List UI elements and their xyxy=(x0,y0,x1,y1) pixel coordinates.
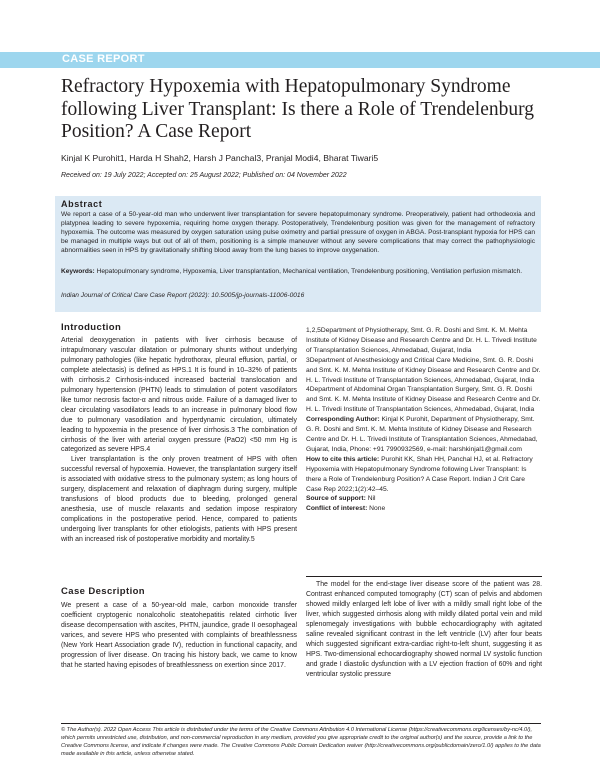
case-report-banner xyxy=(0,52,600,68)
cite-text: Purohit KK, Shah HH, Panchal HJ, et al. Refractory Hypoxemia with Hepatopulmonary Syndrome following Liver Transplant: Is there a Role of Trendelenburg Position? A Case Report. Indian J Crit Care Case Rep 2022;1(2):42–45. xyxy=(306,455,533,493)
affiliation-3: 3Department of Anesthesiology and Critical Care Medicine, Smt. G. R. Doshi and Smt. K. M. Mehta Institute of Kidney Disease and Research Centre and Dr. H. L. Trivedi Institute of Transplantation Sciences, Ahmedabad, Gujarat, India xyxy=(306,356,541,384)
corresponding-text: Kinjal K Purohit, Department of Physiotherapy, Smt. G. R. Doshi and Smt. K. M. Mehta Institute of Kidney Disease and Research Centre and Dr. H. L. Trivedi Institute of Transplantation Sciences, Ahmedabad, Gujarat, India, Phone: +91 7990932569, e-mail: harshkinjal1@gmail.com xyxy=(306,416,538,453)
conflict-text: None xyxy=(369,505,386,513)
received-label: Received on: xyxy=(61,172,102,179)
footer-rule xyxy=(61,723,541,724)
cite-label: How to cite this article: xyxy=(306,455,380,463)
introduction-paragraph-1: Arterial deoxygenation in patients with liver cirrhosis because of intrapulmonary vascular dilatation or pulmonary shunts without underlying pulmonary pathologies (like hepatic hydrothorax, pleural effusion, partial, or complete atelectasis) is defined as HPS.1 It is found in 10–32% of patients with cirrhosis.2 Cirrhosis-induced increased bacterial translocation and pulmonary hypertension (PHTN) leads to stimulation of potent vasodilators like tumor necrosis factor-α and nitrous oxide. Failure of a damaged liver to clear circulating vasodilators leads to an increase in pulmonary blood flow due to pulmonary vasodilation and hyperdynamic circulation, ultimately leading to hypoxemia in the presence of liver cirrhosis.3 The combination of cirrhosis of the liver with arterial oxygen pressure (PaO2) <50 mm Hg is categorized as severe HPS.4 xyxy=(61,337,297,454)
case-description-paragraph-1: We present a case of a 50-year-old male, carbon monoxide transfer coefficient cryptogenic nonalcoholic steatohepatitis related cirrhotic liver disease decompensation with ascites, PHTN, jaundice, grade II oesophageal varices, and severe HPS who presented with complaints of breathlessness (New York Heart Association grade IV), reduction in functional capacity, and progression of liver disease. On tracing his history back, we came to know that he started having episodes of breathlessness on exertion since 2017. xyxy=(61,602,297,669)
author-list: Kinjal K Purohit1, Harda H Shah2, Harsh J Panchal3, Pranjal Modi4, Bharat Tiwari5 xyxy=(61,153,379,163)
support-text: Nil xyxy=(367,495,376,503)
conflict-of-interest xyxy=(306,504,542,514)
journal-citation: Indian Journal of Critical Care Case Report (2022): 10.5005/jp-journals-11006-0016 xyxy=(61,292,305,299)
keywords xyxy=(61,268,535,277)
article-title: Refractory Hypoxemia with Hepatopulmonary Syndrome following Liver Transplant: Is there a Role of Trendelenburg Position? A Case Report xyxy=(61,76,534,142)
keywords-label: Keywords: xyxy=(61,268,95,275)
keywords-text: Hepatopulmonary syndrome, Hypoxemia, Liver transplantation, Mechanical ventilation, Trendelenburg positioning, Ventilation perfusion mismatch. xyxy=(96,268,523,275)
introduction-paragraph-2: Liver transplantation is the only proven treatment of HPS with often successful reversal of hypoxemia. However, the transplantation surgery itself is associated with oxidative stress to the pulmonary system; as long hours of surgery, displacement and relaxation of diaphragm during surgery, multiple transfusions of blood products due to bleeding, prolonged general anesthesia, use of muscle relaxants and sedation impose respiratory complications in the postoperative period. Hence, compared to patients undergoing liver transplants for other etiologists, patients with HPS present with an increased risk of postoperative morbidity and mortality.5 xyxy=(61,456,297,544)
conflict-label: Conflict of interest: xyxy=(306,505,368,513)
license-footer: © The Author(s). 2022 Open Access This article is distributed under the terms of the Creative Commons Attribution 4.0 International License (https://creativecommons.org/licenses/by-nc/4.0/), which permits unrestricted use, distribution, and non-commercial reproduction in any medium, provided you give appropriate credit to the original author(s) and the source, provide a link to the Creative Commons license, and indicate if changes were made. The Creative Commons Public Domain Dedication waiver (http://creativecommons.org/publicdomain/zero/1.0/) applies to the data made available in this article, unless otherwise stated. xyxy=(61,727,541,757)
affiliation-1: 1,2,5Department of Physiotherapy, Smt. G. R. Doshi and Smt. K. M. Mehta Institute of Kidney Disease and Research Centre and Dr. H. L. Trivedi Institute of Transplantation Sciences, Ahmedabad, Gujarat, India xyxy=(306,327,537,354)
case-description-heading: Case Description xyxy=(61,586,146,597)
case-description-body xyxy=(61,601,297,671)
published-label: Published on: xyxy=(242,172,286,179)
corresponding-author xyxy=(306,415,542,455)
corresponding-label: Corresponding Author: xyxy=(306,416,380,424)
accepted-label: Accepted on: xyxy=(147,172,189,179)
introduction-heading: Introduction xyxy=(61,322,122,333)
introduction-body xyxy=(61,336,297,545)
published-date: 04 November 2022 xyxy=(287,172,347,179)
how-to-cite xyxy=(306,455,542,495)
case-description-continued: The model for the end-stage liver disease score of the patient was 28. Contrast enhanced computed tomography (CT) scan of pelvis and abdomen showed mildly enlarged left lobe of liver with a mildly small right lobe of the liver, which suggested cirrhosis along with mildly dilated portal vein and mild splenomegaly investigations with bubble echocardiography with agitated saline revealed significant contrast in the left ventricle (LV) after four beats which suggested significant extra-cardiac right-to-left shunt, suggesting it as HPS. Two-dimensional echocardiography showed normal LV systolic function and grade I diastolic dysfunction with a LV ejection fraction of 60% and right ventricular systolic pressure xyxy=(306,581,542,678)
affiliations-block xyxy=(306,326,542,514)
banner-label: CASE REPORT xyxy=(62,53,145,65)
support-label: Source of support: xyxy=(306,495,366,503)
abstract-heading: Abstract xyxy=(61,199,103,209)
accepted-date: 25 August 2022; xyxy=(189,172,241,179)
received-date: 19 July 2022; xyxy=(103,172,146,179)
source-of-support xyxy=(306,494,542,504)
affiliation-divider xyxy=(306,576,542,577)
affiliation-4: 4Department of Abdominal Organ Transplantation Surgery, Smt. G. R. Doshi and Smt. K. M. Mehta Institute of Kidney Disease and Research Centre and Dr. H. L. Trivedi Institute of Transplantation Sciences, Ahmedabad, Gujarat, India xyxy=(306,386,541,414)
publication-dates xyxy=(61,172,347,179)
abstract-text: We report a case of a 50-year-old man who underwent liver transplantation for severe hepatopulmonary syndrome. Preoperatively, patient had orthodeoxia and platypnea leading to severe hypoxemia, requiring home oxygen therapy. Postoperatively, Trendelenburg position was given for the management of refractory hypoxemia. The outcome was measured by oxygen saturation using pulse oximetry and partial pressure of oxygen in ABGA. Post-transplant hypoxia for HPS can be managed in multiple ways but out of all of them, positioning is a simple maneuver without any severe complications that may correct the pathophysiologic abnormalities seen in HPS by gravitationally shifting blood away from the lung bases to improve oxygenation. xyxy=(61,211,535,254)
